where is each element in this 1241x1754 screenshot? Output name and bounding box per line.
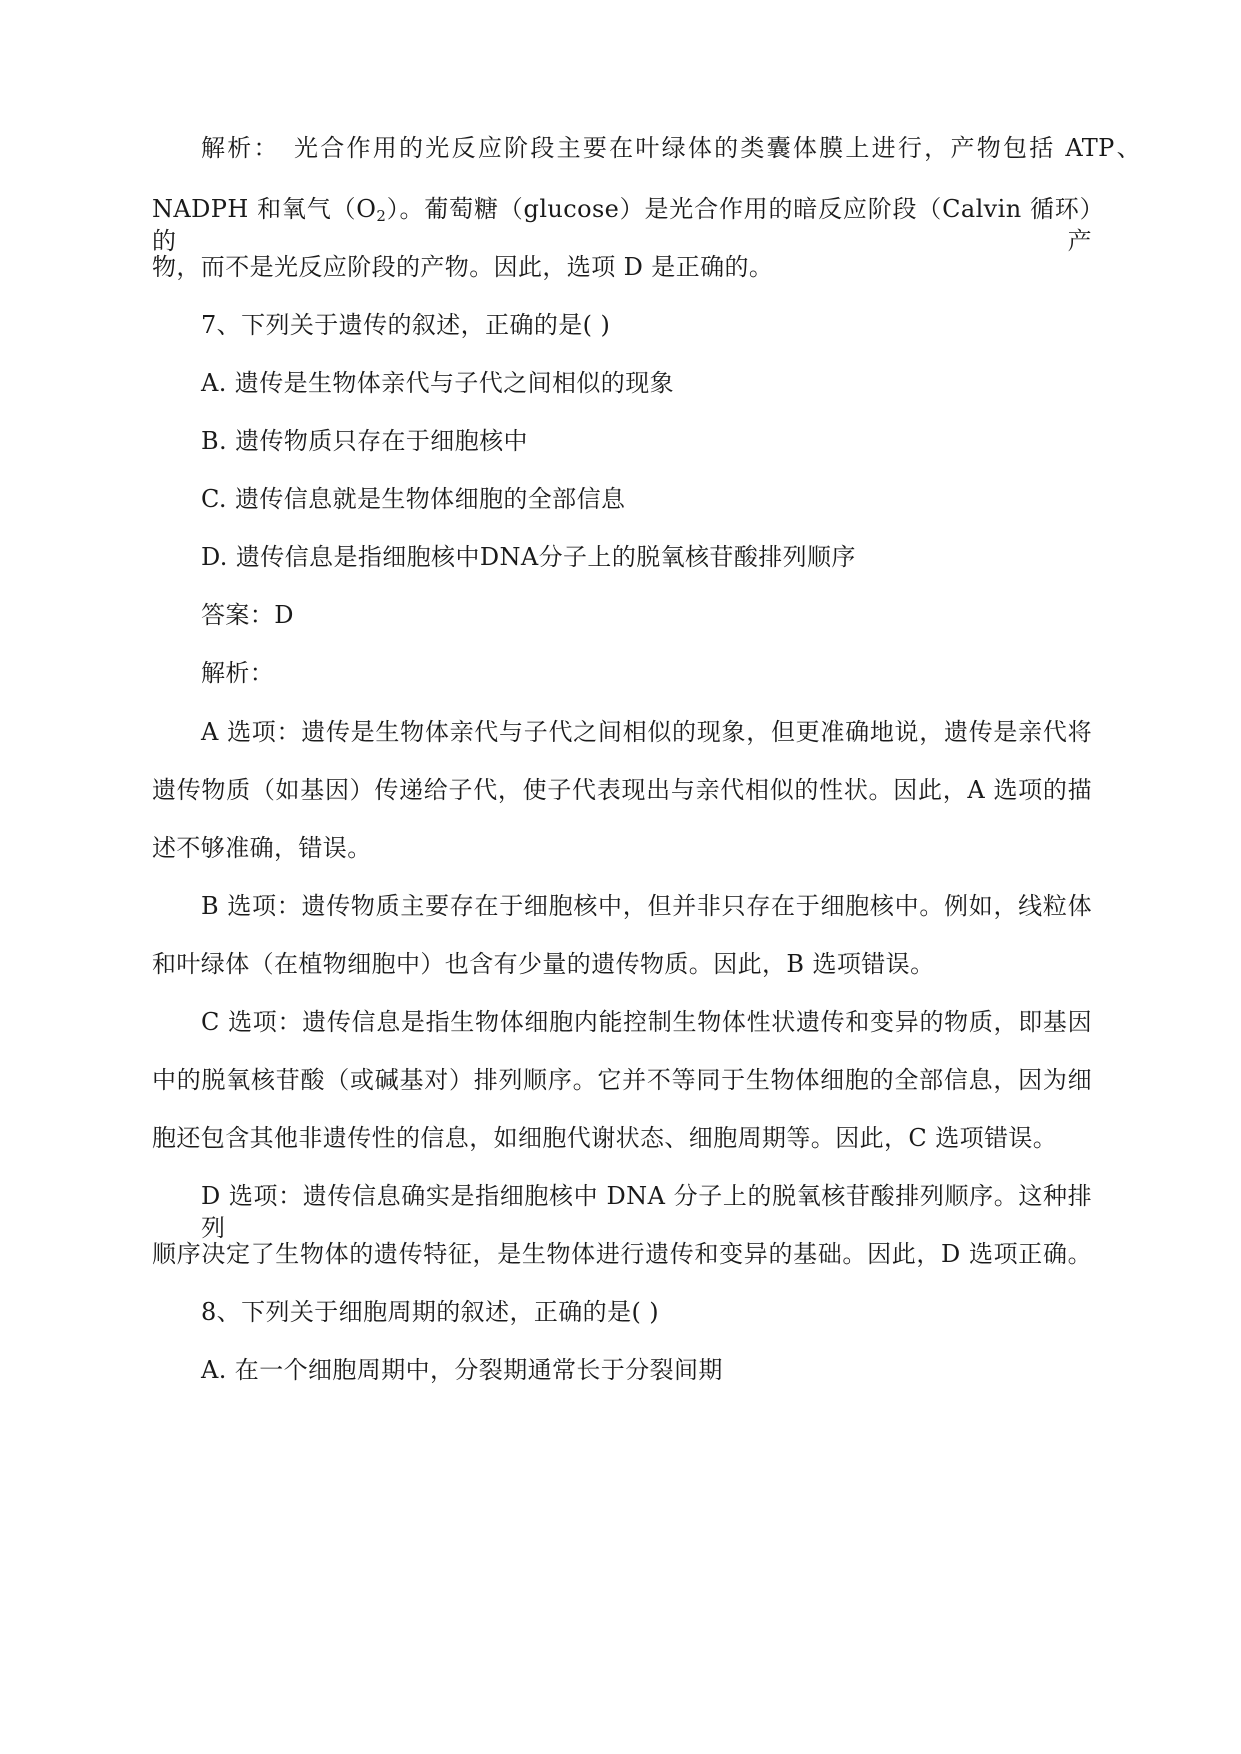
q7-explanation-line: C 选项：遗传信息是指生物体细胞内能控制生物体性状遗传和变异的物质，即基因 (201, 1008, 1092, 1036)
q7-explanation-line: 胞还包含其他非遗传性的信息，如细胞代谢状态、细胞周期等。因此，C 选项错误。 (152, 1124, 1058, 1152)
q7-explanation-label: 解析： (201, 659, 275, 687)
q7-answer: 答案：D (201, 601, 294, 629)
q7-explanation-line: 顺序决定了生物体的遗传特征，是生物体进行遗传和变异的基础。因此，D 选项正确。 (152, 1240, 1092, 1268)
q7-explanation-line: A 选项：遗传是生物体亲代与子代之间相似的现象，但更准确地说，遗传是亲代将 (201, 718, 1092, 746)
q6-explanation-line-1: 解析： 光合作用的光反应阶段主要在叶绿体的类囊体膜上进行，产物包括 ATP、 (201, 134, 1141, 162)
q8-question: 8、下列关于细胞周期的叙述，正确的是( ) (201, 1298, 660, 1326)
q6-explanation-line-2-pre: NADPH 和氧气（O (152, 195, 377, 223)
q7-option-b: B. 遗传物质只存在于细胞核中 (201, 427, 528, 455)
q6-explanation-line-3: 物，而不是光反应阶段的产物。因此，选项 D 是正确的。 (152, 253, 774, 281)
q7-question: 7、下列关于遗传的叙述，正确的是( ) (201, 311, 611, 339)
q7-explanation-line: 述不够准确，错误。 (152, 834, 372, 862)
q7-explanation-line: 中的脱氧核苷酸（或碱基对）排列顺序。它并不等同于生物体细胞的全部信息，因为细 (152, 1066, 1092, 1094)
q7-option-c: C. 遗传信息就是生物体细胞的全部信息 (201, 485, 626, 513)
q7-explanation-line: D 选项：遗传信息确实是指细胞核中 DNA 分子上的脱氧核苷酸排列顺序。这种排列 (201, 1182, 1092, 1242)
q8-option-a: A. 在一个细胞周期中，分裂期通常长于分裂间期 (201, 1356, 723, 1384)
q7-explanation-line: B 选项：遗传物质主要存在于细胞核中，但并非只存在于细胞核中。例如，线粒体 (201, 892, 1092, 920)
q7-option-d: D. 遗传信息是指细胞核中DNA分子上的脱氧核苷酸排列顺序 (201, 543, 856, 571)
oxygen-subscript: 2 (376, 207, 387, 225)
q7-option-a: A. 遗传是生物体亲代与子代之间相似的现象 (201, 369, 674, 397)
q7-explanation-line: 和叶绿体（在植物细胞中）也含有少量的遗传物质。因此，B 选项错误。 (152, 950, 935, 978)
q7-explanation-line: 遗传物质（如基因）传递给子代，使子代表现出与亲代相似的性状。因此，A 选项的描 (152, 776, 1092, 804)
q6-explanation-line-2-post: ）。葡萄糖（glucose）是光合作用的暗反应阶段（Calvin 循环）的产 (152, 195, 1092, 255)
q6-explanation-line-2 (152, 193, 1092, 257)
